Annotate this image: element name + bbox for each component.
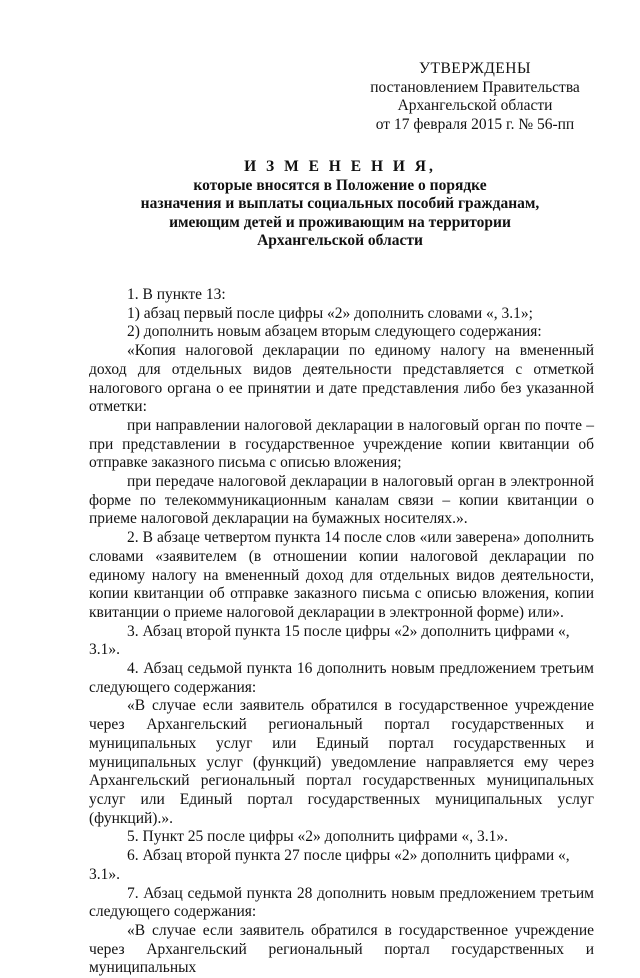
paragraph-item-4: 4. Абзац седьмой пункта 16 дополнить новым предложением третьим следующего содержания: bbox=[89, 660, 594, 696]
approval-line-1: постановлением Правительства bbox=[370, 78, 580, 96]
paragraph-item-1: 1. В пункте 13: bbox=[127, 286, 226, 303]
approval-stamp bbox=[360, 60, 590, 134]
paragraph-quote-1: «Копия налоговой декларации по единому налогу на вмененный доход для отдельных видов деятельности представляется с отметкой налогового органа о ее принятии и дате представления либо без указанной отметки: bbox=[89, 342, 594, 416]
paragraph-quote-3: при передаче налоговой декларации в налоговый орган в электронной форме по телекоммуникационным каналам связи – копии квитанции о приеме налоговой декларации на бумажных носителях.». bbox=[89, 473, 594, 528]
paragraph-quote-4: «В случае если заявитель обратился в государственное учреждение через Архангельский региональный портал государственных и муниципальных услуг или Единый портал государственных и муниципальных услуг (функций) уведомление направляется ему через Архангельский региональный портал государственных муниципальных услуг или Единый портал государственных муниципальных услуг (функций).». bbox=[89, 697, 594, 827]
paragraph-item-5: 5. Пункт 25 после цифры «2» дополнить цифрами «, 3.1». bbox=[127, 828, 508, 846]
approval-line-2: Архангельской области bbox=[397, 97, 553, 114]
document-body bbox=[89, 286, 594, 978]
heading-title: И З М Е Н Е Н И Я, bbox=[244, 158, 436, 175]
paragraph-subitem-1: 1) абзац первый после цифры «2» дополнить словами «, 3.1»; bbox=[127, 304, 533, 322]
paragraph-quote-5: «В случае если заявитель обратился в государственное учреждение через Архангельский региональный портал государственных и муниципальных bbox=[89, 921, 594, 977]
heading-line-4: Архангельской области bbox=[257, 232, 423, 249]
paragraph-item-7: 7. Абзац седьмой пункта 28 дополнить новым предложением третьим следующего содержания: bbox=[89, 884, 594, 921]
approval-title: УТВЕРЖДЕНЫ bbox=[419, 60, 531, 77]
paragraph-item-6: 6. Абзац второй пункта 27 после цифры «2» дополнить цифрами «, 3.1». bbox=[89, 847, 570, 883]
approval-line-3: от 17 февраля 2015 г. № 56-пп bbox=[375, 115, 575, 133]
heading-line-3: имеющим детей и проживающим на территории bbox=[169, 213, 511, 231]
heading-line-2: назначения и выплаты социальных пособий гражданам, bbox=[140, 195, 540, 212]
paragraph-item-3: 3. Абзац второй пункта 15 после цифры «2» дополнить цифрами «, 3.1». bbox=[89, 622, 570, 659]
heading-line-1: которые вносятся в Положение о порядке bbox=[193, 176, 487, 194]
paragraph-subitem-2: 2) дополнить новым абзацем вторым следующего содержания: bbox=[127, 323, 542, 341]
paragraph-quote-2: при направлении налоговой декларации в налоговый орган по почте – при представлении в государственное учреждение копии квитанции об отправке заказного письма с описью вложения; bbox=[89, 416, 594, 472]
paragraph-item-2: 2. В абзаце четвертом пункта 14 после слов «или заверена» дополнить словами «заявителем (в отношении копии налоговой декларации по единому налогу на вмененный доход для отдельных видов деятельности, копии квитанции об отправке заказного письма с описью вложения, копии квитанции о приеме налоговой декларации в электронной форме) или». bbox=[89, 529, 594, 621]
document-heading bbox=[90, 158, 590, 251]
